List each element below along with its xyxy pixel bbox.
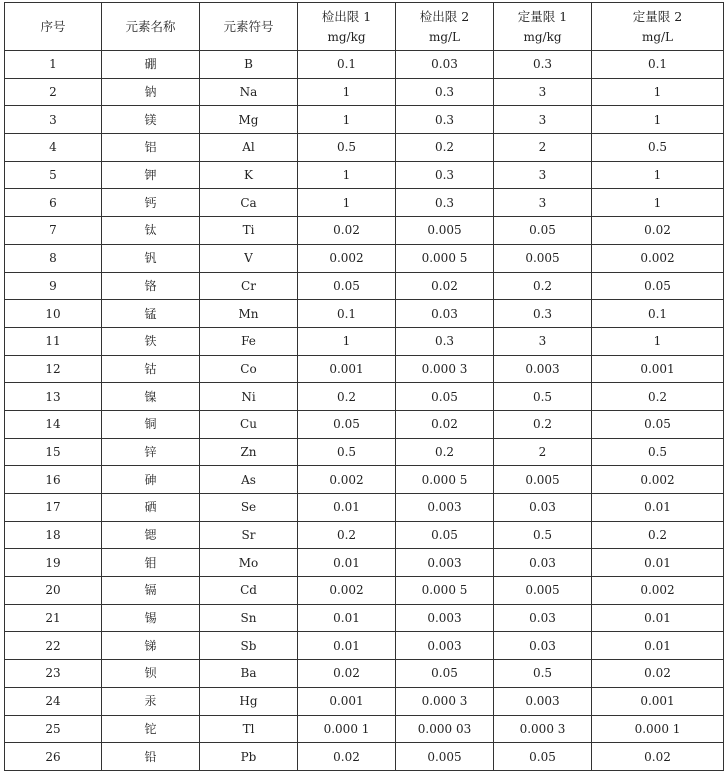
quantitation-limit-1-cell: 0.03 (494, 549, 592, 577)
detection-limit-1-cell: 0.1 (298, 300, 396, 328)
quantitation-limit-2-header (592, 3, 724, 51)
element-name-cell: 钼 (102, 549, 200, 577)
detection-limit-1-cell: 0.02 (298, 660, 396, 688)
detection-limit-2-cell: 0.3 (396, 161, 494, 189)
header-label: 检出限 1 (321, 8, 372, 24)
quantitation-limit-1-cell: 0.003 (494, 687, 592, 715)
detection-limit-2-cell: 0.02 (396, 272, 494, 300)
quantitation-limit-1-cell: 0.5 (494, 383, 592, 411)
seq-cell: 11 (5, 327, 102, 355)
quantitation-limit-2-cell: 1 (592, 106, 724, 134)
detection-limit-1-cell: 0.001 (298, 355, 396, 383)
seq-cell: 20 (5, 577, 102, 605)
element-symbol-cell: Cu (200, 410, 298, 438)
quantitation-limit-1-cell: 0.03 (494, 604, 592, 632)
quantitation-limit-2-cell: 0.2 (592, 383, 724, 411)
header-row (5, 3, 724, 51)
quantitation-limit-2-cell: 0.1 (592, 51, 724, 79)
quantitation-limit-1-cell: 0.3 (494, 300, 592, 328)
quantitation-limit-1-cell: 0.5 (494, 660, 592, 688)
detection-limit-1-cell: 0.002 (298, 577, 396, 605)
header-label: 定量限 2 (632, 8, 683, 24)
element-symbol-cell: As (200, 466, 298, 494)
table-row (5, 106, 724, 134)
detection-limit-1-cell: 1 (298, 78, 396, 106)
table-row (5, 715, 724, 743)
element-symbol-cell: Tl (200, 715, 298, 743)
header-unit: mg/kg (523, 29, 562, 44)
quantitation-limit-2-cell: 0.2 (592, 521, 724, 549)
element-symbol-cell: Zn (200, 438, 298, 466)
element-name-cell: 铅 (102, 743, 200, 771)
element-name-cell: 锡 (102, 604, 200, 632)
element-name-cell: 铊 (102, 715, 200, 743)
element-symbol-cell: Mo (200, 549, 298, 577)
quantitation-limit-1-cell: 0.005 (494, 244, 592, 272)
element-name-cell: 锌 (102, 438, 200, 466)
element-name-cell: 镍 (102, 383, 200, 411)
table-row (5, 244, 724, 272)
seq-cell: 17 (5, 494, 102, 522)
seq-cell: 9 (5, 272, 102, 300)
element-name-cell: 钾 (102, 161, 200, 189)
header-label: 元素符号 (223, 18, 274, 34)
detection-limit-1-cell: 0.2 (298, 383, 396, 411)
seq-cell: 1 (5, 51, 102, 79)
element-name-cell: 钡 (102, 660, 200, 688)
detection-limit-2-cell: 0.005 (396, 217, 494, 245)
seq-cell: 26 (5, 743, 102, 771)
detection-limit-2-cell: 0.3 (396, 327, 494, 355)
header-unit: mg/kg (327, 29, 366, 44)
quantitation-limit-1-cell: 2 (494, 438, 592, 466)
element-symbol-cell: Sr (200, 521, 298, 549)
detection-limit-1-cell: 1 (298, 189, 396, 217)
header-label: 检出限 2 (419, 8, 470, 24)
quantitation-limit-1-cell: 0.005 (494, 577, 592, 605)
seq-cell: 19 (5, 549, 102, 577)
element-symbol-cell: Ba (200, 660, 298, 688)
quantitation-limit-1-cell: 0.5 (494, 521, 592, 549)
element-name-cell: 钴 (102, 355, 200, 383)
quantitation-limit-2-cell: 0.01 (592, 632, 724, 660)
detection-limit-2-cell: 0.05 (396, 521, 494, 549)
table-row (5, 494, 724, 522)
quantitation-limit-2-cell: 0.01 (592, 494, 724, 522)
table-row (5, 134, 724, 162)
quantitation-limit-2-cell: 0.1 (592, 300, 724, 328)
detection-limit-1-cell: 0.05 (298, 410, 396, 438)
element-symbol-cell: Hg (200, 687, 298, 715)
quantitation-limit-2-cell: 0.002 (592, 466, 724, 494)
table-row (5, 161, 724, 189)
quantitation-limit-1-cell: 0.2 (494, 410, 592, 438)
detection-limit-2-cell: 0.000 5 (396, 466, 494, 494)
quantitation-limit-2-cell: 0.05 (592, 272, 724, 300)
quantitation-limit-2-cell: 0.02 (592, 743, 724, 771)
table-row (5, 78, 724, 106)
table-row (5, 549, 724, 577)
quantitation-limit-2-cell: 0.001 (592, 355, 724, 383)
detection-limit-2-cell: 0.02 (396, 410, 494, 438)
detection-limit-2-cell: 0.003 (396, 494, 494, 522)
element-name-cell: 镉 (102, 577, 200, 605)
quantitation-limit-1-cell: 0.3 (494, 51, 592, 79)
detection-limit-2-cell: 0.000 5 (396, 577, 494, 605)
seq-cell: 23 (5, 660, 102, 688)
seq-header (5, 3, 102, 51)
table-row (5, 300, 724, 328)
quantitation-limit-2-cell: 1 (592, 327, 724, 355)
quantitation-limit-1-cell: 0.2 (494, 272, 592, 300)
table-header (5, 3, 724, 51)
detection-limit-1-cell: 0.2 (298, 521, 396, 549)
table-row (5, 577, 724, 605)
header-unit: mg/L (641, 29, 674, 44)
element-symbol-cell: Mn (200, 300, 298, 328)
quantitation-limit-1-cell: 2 (494, 134, 592, 162)
seq-cell: 2 (5, 78, 102, 106)
seq-cell: 15 (5, 438, 102, 466)
element-symbol-cell: Cr (200, 272, 298, 300)
table-row (5, 687, 724, 715)
quantitation-limit-1-cell: 0.003 (494, 355, 592, 383)
quantitation-limit-2-cell: 0.02 (592, 217, 724, 245)
seq-cell: 12 (5, 355, 102, 383)
detection-limit-2-header (396, 3, 494, 51)
quantitation-limit-1-cell: 0.03 (494, 632, 592, 660)
detection-limit-1-cell: 0.01 (298, 494, 396, 522)
quantitation-limit-1-cell: 3 (494, 189, 592, 217)
table-row (5, 217, 724, 245)
element-name-cell: 铬 (102, 272, 200, 300)
quantitation-limit-1-cell: 0.05 (494, 217, 592, 245)
quantitation-limit-1-cell: 0.03 (494, 494, 592, 522)
detection-limit-2-cell: 0.2 (396, 134, 494, 162)
seq-cell: 21 (5, 604, 102, 632)
header-unit: mg/L (428, 29, 461, 44)
table-row (5, 327, 724, 355)
table-row (5, 355, 724, 383)
seq-cell: 16 (5, 466, 102, 494)
detection-limit-1-cell: 0.01 (298, 549, 396, 577)
detection-limit-1-cell: 0.1 (298, 51, 396, 79)
table-row (5, 466, 724, 494)
element-symbol-cell: Fe (200, 327, 298, 355)
detection-limit-1-cell: 1 (298, 161, 396, 189)
element-symbol-cell: Pb (200, 743, 298, 771)
element-symbol-cell: Cd (200, 577, 298, 605)
quantitation-limit-2-cell: 1 (592, 78, 724, 106)
element-name-cell: 铝 (102, 134, 200, 162)
quantitation-limit-2-cell: 0.5 (592, 134, 724, 162)
element-symbol-cell: K (200, 161, 298, 189)
quantitation-limit-1-cell: 3 (494, 106, 592, 134)
element-name-cell: 钒 (102, 244, 200, 272)
seq-cell: 8 (5, 244, 102, 272)
element-name-cell: 硼 (102, 51, 200, 79)
seq-cell: 4 (5, 134, 102, 162)
detection-limit-1-cell: 0.01 (298, 632, 396, 660)
table-row (5, 660, 724, 688)
table-row (5, 743, 724, 771)
seq-cell: 22 (5, 632, 102, 660)
detection-limit-2-cell: 0.3 (396, 106, 494, 134)
quantitation-limit-1-cell: 3 (494, 327, 592, 355)
table-row (5, 521, 724, 549)
seq-cell: 14 (5, 410, 102, 438)
table-row (5, 632, 724, 660)
table-row (5, 189, 724, 217)
table-row (5, 51, 724, 79)
detection-limit-2-cell: 0.3 (396, 189, 494, 217)
quantitation-limit-2-cell: 1 (592, 161, 724, 189)
detection-limit-1-cell: 0.5 (298, 134, 396, 162)
detection-limit-2-cell: 0.003 (396, 604, 494, 632)
seq-cell: 6 (5, 189, 102, 217)
detection-limit-2-cell: 0.000 3 (396, 687, 494, 715)
detection-limit-1-cell: 0.02 (298, 217, 396, 245)
element-name-cell: 钛 (102, 217, 200, 245)
element-name-cell: 铜 (102, 410, 200, 438)
quantitation-limit-2-cell: 1 (592, 189, 724, 217)
detection-limit-1-cell: 1 (298, 106, 396, 134)
detection-limit-1-cell: 0.05 (298, 272, 396, 300)
detection-limit-1-cell: 0.02 (298, 743, 396, 771)
header-label: 元素名称 (125, 18, 176, 34)
detection-limit-1-cell: 0.000 1 (298, 715, 396, 743)
element-symbol-cell: B (200, 51, 298, 79)
detection-limit-1-cell: 0.001 (298, 687, 396, 715)
element-symbol-header (200, 3, 298, 51)
table-row (5, 383, 724, 411)
table-row (5, 410, 724, 438)
element-symbol-cell: Se (200, 494, 298, 522)
element-symbol-cell: Na (200, 78, 298, 106)
detection-limit-2-cell: 0.000 5 (396, 244, 494, 272)
detection-limit-1-header (298, 3, 396, 51)
detection-limit-2-cell: 0.000 03 (396, 715, 494, 743)
table-body (5, 51, 724, 771)
quantitation-limit-1-cell: 3 (494, 78, 592, 106)
quantitation-limit-2-cell: 0.000 1 (592, 715, 724, 743)
quantitation-limit-1-cell: 0.05 (494, 743, 592, 771)
element-name-cell: 锶 (102, 521, 200, 549)
quantitation-limit-1-cell: 0.000 3 (494, 715, 592, 743)
detection-limit-2-cell: 0.03 (396, 300, 494, 328)
table-row (5, 272, 724, 300)
seq-cell: 13 (5, 383, 102, 411)
seq-cell: 10 (5, 300, 102, 328)
element-symbol-cell: V (200, 244, 298, 272)
detection-limit-2-cell: 0.005 (396, 743, 494, 771)
element-symbol-cell: Ca (200, 189, 298, 217)
detection-limit-2-cell: 0.2 (396, 438, 494, 466)
quantitation-limit-2-cell: 0.01 (592, 549, 724, 577)
quantitation-limit-2-cell: 0.5 (592, 438, 724, 466)
seq-cell: 3 (5, 106, 102, 134)
header-label: 定量限 1 (517, 8, 568, 24)
element-name-cell: 硒 (102, 494, 200, 522)
element-symbol-cell: Sn (200, 604, 298, 632)
element-name-header (102, 3, 200, 51)
detection-limit-2-cell: 0.05 (396, 660, 494, 688)
limits-table (4, 2, 724, 771)
detection-limit-1-cell: 0.5 (298, 438, 396, 466)
element-symbol-cell: Ti (200, 217, 298, 245)
detection-limit-2-cell: 0.05 (396, 383, 494, 411)
detection-limit-2-cell: 0.3 (396, 78, 494, 106)
element-name-cell: 铁 (102, 327, 200, 355)
seq-cell: 5 (5, 161, 102, 189)
element-name-cell: 镁 (102, 106, 200, 134)
quantitation-limit-2-cell: 0.01 (592, 604, 724, 632)
element-symbol-cell: Mg (200, 106, 298, 134)
quantitation-limit-2-cell: 0.002 (592, 577, 724, 605)
quantitation-limit-1-cell: 0.005 (494, 466, 592, 494)
element-name-cell: 锰 (102, 300, 200, 328)
element-symbol-cell: Sb (200, 632, 298, 660)
quantitation-limit-2-cell: 0.002 (592, 244, 724, 272)
header-label: 序号 (40, 18, 66, 34)
element-symbol-cell: Ni (200, 383, 298, 411)
detection-limit-1-cell: 1 (298, 327, 396, 355)
detection-limit-1-cell: 0.01 (298, 604, 396, 632)
element-name-cell: 钠 (102, 78, 200, 106)
quantitation-limit-2-cell: 0.05 (592, 410, 724, 438)
element-name-cell: 砷 (102, 466, 200, 494)
seq-cell: 25 (5, 715, 102, 743)
detection-limit-2-cell: 0.003 (396, 549, 494, 577)
seq-cell: 24 (5, 687, 102, 715)
element-symbol-cell: Al (200, 134, 298, 162)
element-name-cell: 锑 (102, 632, 200, 660)
table-row (5, 604, 724, 632)
element-symbol-cell: Co (200, 355, 298, 383)
detection-limit-1-cell: 0.002 (298, 244, 396, 272)
quantitation-limit-1-cell: 3 (494, 161, 592, 189)
quantitation-limit-1-header (494, 3, 592, 51)
detection-limit-2-cell: 0.03 (396, 51, 494, 79)
element-name-cell: 汞 (102, 687, 200, 715)
detection-limit-2-cell: 0.003 (396, 632, 494, 660)
detection-limit-2-cell: 0.000 3 (396, 355, 494, 383)
element-name-cell: 钙 (102, 189, 200, 217)
quantitation-limit-2-cell: 0.02 (592, 660, 724, 688)
quantitation-limit-2-cell: 0.001 (592, 687, 724, 715)
detection-limit-1-cell: 0.002 (298, 466, 396, 494)
seq-cell: 7 (5, 217, 102, 245)
table-row (5, 438, 724, 466)
seq-cell: 18 (5, 521, 102, 549)
